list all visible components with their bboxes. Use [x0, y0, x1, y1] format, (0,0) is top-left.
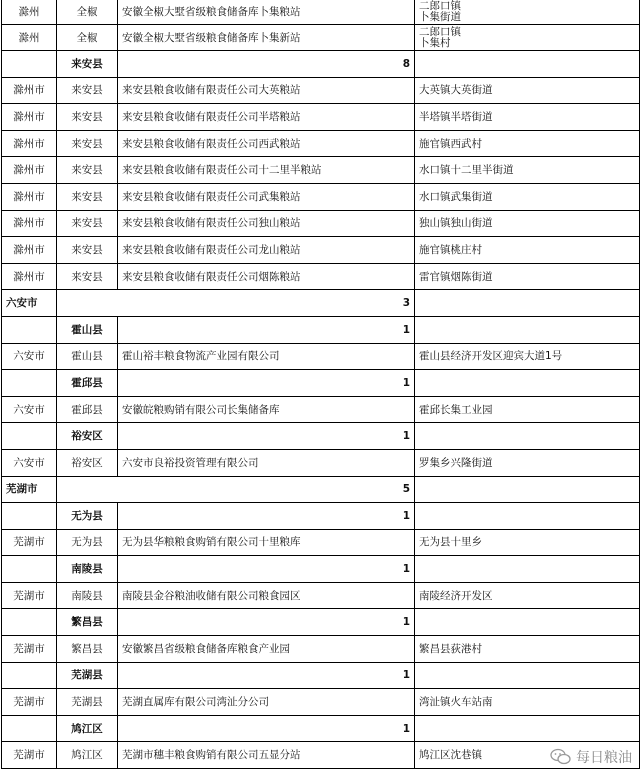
- address-line: 霍山县经济开发区迎宾大道1号: [419, 350, 563, 363]
- empty-cell: [415, 370, 640, 397]
- county-total-label: 裕安区: [57, 423, 118, 450]
- station-name-cell: 六安市良裕投资管理有限公司: [118, 449, 415, 476]
- county-total-label: 繁昌县: [57, 609, 118, 636]
- address-cell: [415, 157, 640, 184]
- address-line: 雷官镇烟陈街道: [419, 270, 493, 283]
- city-total-count: 5: [57, 476, 415, 503]
- table-row: [2, 582, 640, 609]
- city-cell: 芜湖市: [2, 689, 57, 716]
- county-total-label: 芜湖县: [57, 662, 118, 689]
- county-cell: 来安县: [57, 237, 118, 264]
- address-line: 繁昌县荻港村: [419, 642, 482, 655]
- table-row: [2, 210, 640, 237]
- county-total-label: 霍邱县: [57, 370, 118, 397]
- county-total-count: 1: [118, 316, 415, 343]
- table-row: [2, 157, 640, 184]
- county-total-label: 南陵县: [57, 556, 118, 583]
- city-cell: 滁州市: [2, 130, 57, 157]
- address-line: 二郎口镇: [419, 25, 461, 38]
- county-total-count: 1: [118, 715, 415, 742]
- city-cell: 芜湖市: [2, 582, 57, 609]
- county-cell: 来安县: [57, 130, 118, 157]
- empty-cell: [415, 609, 640, 636]
- table-row: [2, 556, 640, 583]
- city-cell: 六安市: [2, 343, 57, 370]
- station-name-cell: 安徽全椒大墅省级粮食储备库卜集粮站: [118, 0, 415, 25]
- table-row: [2, 316, 640, 343]
- county-cell: 鸠江区: [57, 742, 118, 769]
- city-cell: 芜湖市: [2, 636, 57, 663]
- table-row: [2, 662, 640, 689]
- city-cell: 滁州市: [2, 210, 57, 237]
- station-name-cell: 安徽繁昌省级粮食储备库粮食产业园: [118, 636, 415, 663]
- table-row: [2, 51, 640, 78]
- station-name-cell: 来安县粮食收储有限责任公司半塔粮站: [118, 104, 415, 131]
- table-row: [2, 742, 640, 769]
- table-row: [2, 476, 640, 503]
- address-line: 卜集街道: [419, 10, 461, 23]
- city-cell: 滁州: [2, 0, 57, 25]
- table-row: [2, 290, 640, 317]
- city-cell: 滁州市: [2, 104, 57, 131]
- county-cell: 霍邱县: [57, 396, 118, 423]
- address-line: 施官镇西武村: [419, 137, 482, 150]
- address-line: 水口镇武集街道: [419, 190, 493, 203]
- table-row: [2, 503, 640, 530]
- address-cell: [415, 449, 640, 476]
- county-cell: 南陵县: [57, 582, 118, 609]
- city-cell: 滁州市: [2, 157, 57, 184]
- city-cell: 六安市: [2, 396, 57, 423]
- county-total-label: 来安县: [57, 51, 118, 78]
- address-cell: [415, 0, 640, 25]
- station-name-cell: 来安县粮食收储有限责任公司烟陈粮站: [118, 263, 415, 290]
- empty-cell: [415, 715, 640, 742]
- table-row: [2, 263, 640, 290]
- city-cell: 芜湖市: [2, 742, 57, 769]
- address-line: 无为县十里乡: [419, 536, 482, 549]
- city-total-label: 六安市: [2, 290, 57, 317]
- station-name-cell: 安徽全椒大墅省级粮食储备库卜集新站: [118, 25, 415, 51]
- county-cell: 来安县: [57, 104, 118, 131]
- station-name-cell: 芜湖直属库有限公司湾沚分公司: [118, 689, 415, 716]
- station-name-cell: 无为县华粮粮食购销有限公司十里粮库: [118, 529, 415, 556]
- station-name-cell: 来安县粮食收储有限责任公司西武粮站: [118, 130, 415, 157]
- address-cell: [415, 263, 640, 290]
- empty-cell: [415, 476, 640, 503]
- county-total-count: 1: [118, 556, 415, 583]
- table-row: [2, 237, 640, 264]
- county-total-count: 1: [118, 662, 415, 689]
- table-row: [2, 343, 640, 370]
- station-name-cell: 南陵县金谷粮油收储有限公司粮食园区: [118, 582, 415, 609]
- address-line: 水口镇十二里半街道: [419, 164, 514, 177]
- table-row: [2, 25, 640, 51]
- address-cell: [415, 183, 640, 210]
- empty-cell: [415, 556, 640, 583]
- empty-cell: [2, 715, 57, 742]
- empty-cell: [415, 423, 640, 450]
- address-line: 南陵经济开发区: [419, 589, 493, 602]
- watermark: [550, 747, 632, 767]
- table-row: [2, 130, 640, 157]
- county-cell: 全椒: [57, 25, 118, 51]
- county-cell: 全椒: [57, 0, 118, 25]
- address-line: 卜集村: [419, 36, 451, 49]
- station-name-cell: 来安县粮食收储有限责任公司龙山粮站: [118, 237, 415, 264]
- city-cell: 滁州市: [2, 77, 57, 104]
- empty-cell: [2, 503, 57, 530]
- address-cell: [415, 529, 640, 556]
- address-cell: [415, 582, 640, 609]
- county-cell: 来安县: [57, 263, 118, 290]
- city-cell: 滁州市: [2, 237, 57, 264]
- table-row: [2, 183, 640, 210]
- table-row: [2, 609, 640, 636]
- empty-cell: [415, 316, 640, 343]
- empty-cell: [2, 556, 57, 583]
- station-name-cell: 霍山裕丰粮食物流产业园有限公司: [118, 343, 415, 370]
- county-total-count: 1: [118, 609, 415, 636]
- table-row: [2, 529, 640, 556]
- table-row: [2, 77, 640, 104]
- empty-cell: [2, 423, 57, 450]
- wechat-icon: [550, 748, 572, 766]
- table-row: [2, 636, 640, 663]
- empty-cell: [2, 316, 57, 343]
- address-cell: [415, 25, 640, 51]
- station-name-cell: 芜湖市穗丰粮食购销有限公司五显分站: [118, 742, 415, 769]
- address-line: 独山镇独山街道: [419, 217, 493, 230]
- address-line: 罗集乡兴隆街道: [419, 456, 493, 469]
- table-row: [2, 104, 640, 131]
- empty-cell: [415, 662, 640, 689]
- city-cell: 滁州市: [2, 263, 57, 290]
- city-total-count: 3: [57, 290, 415, 317]
- empty-cell: [2, 662, 57, 689]
- address-line: 二郎口镇: [419, 0, 461, 12]
- empty-cell: [415, 503, 640, 530]
- address-cell: [415, 104, 640, 131]
- address-cell: [415, 130, 640, 157]
- table-row: [2, 370, 640, 397]
- county-cell: 繁昌县: [57, 636, 118, 663]
- county-total-label: 鸠江区: [57, 715, 118, 742]
- address-line: 霍邱长集工业园: [419, 403, 493, 416]
- empty-cell: [2, 51, 57, 78]
- empty-cell: [415, 51, 640, 78]
- address-cell: [415, 689, 640, 716]
- county-total-count: 1: [118, 370, 415, 397]
- table-row: [2, 689, 640, 716]
- city-cell: 滁州市: [2, 183, 57, 210]
- station-name-cell: 来安县粮食收储有限责任公司武集粮站: [118, 183, 415, 210]
- address-line: 施官镇桃庄村: [419, 243, 482, 256]
- station-name-cell: 来安县粮食收储有限责任公司大英粮站: [118, 77, 415, 104]
- county-cell: 无为县: [57, 529, 118, 556]
- table-row: [2, 0, 640, 25]
- county-total-label: 无为县: [57, 503, 118, 530]
- address-cell: [415, 210, 640, 237]
- address-line: 湾沚镇火车站南: [419, 696, 493, 709]
- table-row: [2, 715, 640, 742]
- county-total-count: 1: [118, 423, 415, 450]
- county-total-label: 霍山县: [57, 316, 118, 343]
- address-line: 大英镇大英街道: [419, 84, 493, 97]
- empty-cell: [2, 370, 57, 397]
- empty-cell: [2, 609, 57, 636]
- table-row: [2, 396, 640, 423]
- county-total-count: 1: [118, 503, 415, 530]
- county-cell: 芜湖县: [57, 689, 118, 716]
- grain-station-table: [1, 0, 640, 769]
- address-cell: [415, 636, 640, 663]
- address-line: 鸠江区沈巷镇: [419, 749, 482, 762]
- city-cell: 六安市: [2, 449, 57, 476]
- county-cell: 裕安区: [57, 449, 118, 476]
- county-total-count: 8: [118, 51, 415, 78]
- watermark-text: 每日粮油: [576, 750, 632, 766]
- address-cell: [415, 396, 640, 423]
- station-name-cell: 来安县粮食收储有限责任公司十二里半粮站: [118, 157, 415, 184]
- city-cell: 芜湖市: [2, 529, 57, 556]
- county-cell: 来安县: [57, 77, 118, 104]
- address-cell: [415, 343, 640, 370]
- address-cell: [415, 237, 640, 264]
- table-row: [2, 449, 640, 476]
- empty-cell: [415, 290, 640, 317]
- county-cell: 来安县: [57, 157, 118, 184]
- city-total-label: 芜湖市: [2, 476, 57, 503]
- county-cell: 来安县: [57, 210, 118, 237]
- address-line: 半塔镇半塔街道: [419, 110, 493, 123]
- station-name-cell: 安徽皖粮购销有限公司长集储备库: [118, 396, 415, 423]
- county-cell: 来安县: [57, 183, 118, 210]
- city-cell: 滁州: [2, 25, 57, 51]
- address-cell: [415, 77, 640, 104]
- table-row: [2, 423, 640, 450]
- station-name-cell: 来安县粮食收储有限责任公司独山粮站: [118, 210, 415, 237]
- county-cell: 霍山县: [57, 343, 118, 370]
